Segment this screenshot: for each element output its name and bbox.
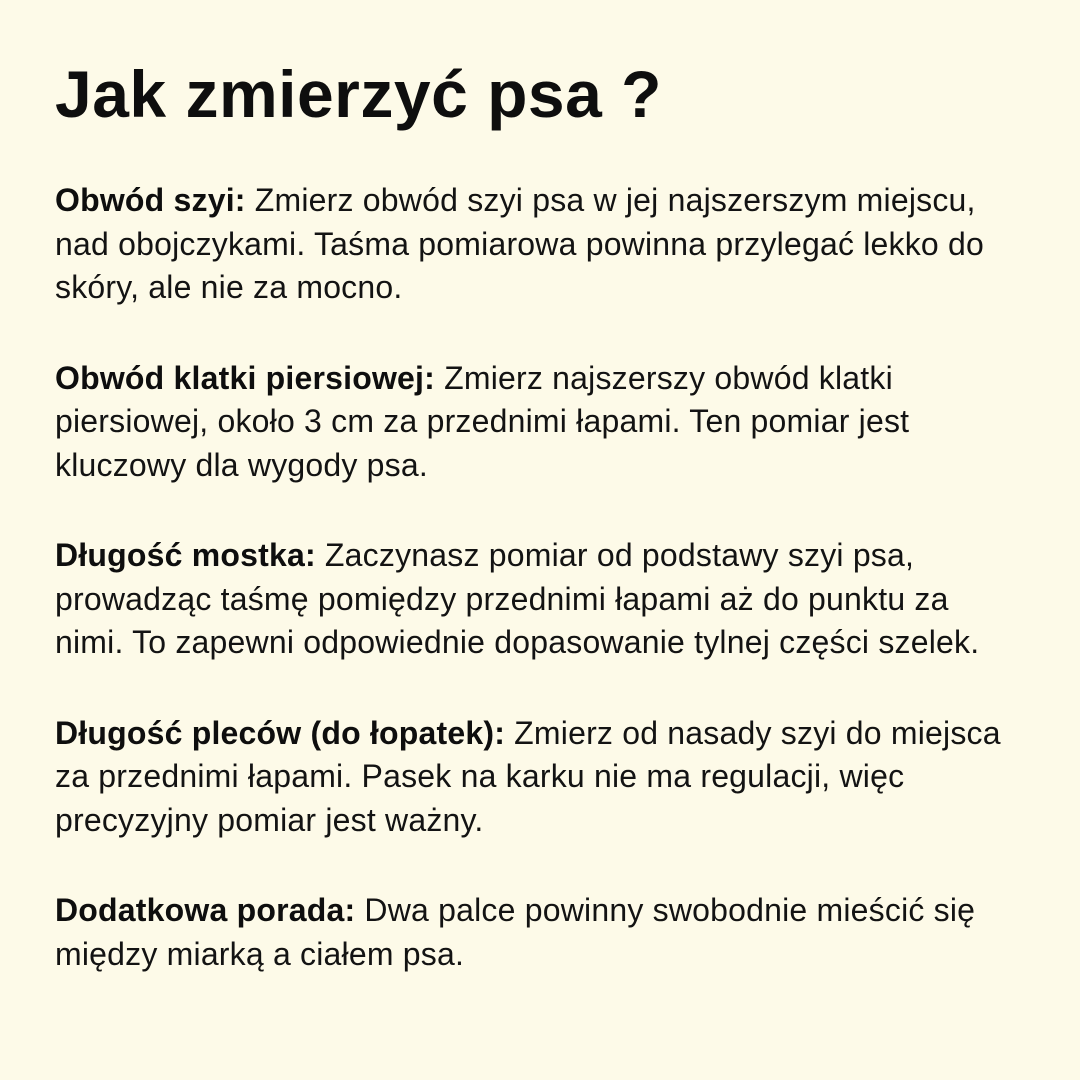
paragraph-chest-circumference	[55, 357, 1023, 488]
page-title: Jak zmierzyć psa ?	[55, 57, 662, 131]
paragraph-label: Długość mostka:	[55, 537, 316, 574]
paragraph-back-length	[55, 712, 1023, 843]
paragraph-text: Zaczynasz pomiar od podstawy szyi psa, prowadząc taśmę pomiędzy przednimi łapami aż do punktu za nimi. To zapewni odpowiednie dopasowanie tylnej części szelek.	[55, 537, 980, 661]
paragraph-text: Zmierz od nasady szyi do miejsca za przednimi łapami. Pasek na karku nie ma regulacji, więc precyzyjny pomiar jest ważny.	[55, 714, 1001, 838]
paragraph-sternum-length	[55, 534, 1023, 665]
paragraph-text: Zmierz obwód szyi psa w jej najszerszym miejscu, nad obojczykami. Taśma pomiarowa powinna przylegać lekko do skóry, ale nie za mocno.	[55, 182, 985, 306]
paragraph-additional-tip	[55, 889, 1023, 976]
paragraph-text: Dwa palce powinny swobodnie mieścić się między miarką a ciałem psa.	[55, 892, 976, 972]
paragraph-label: Obwód szyi:	[55, 182, 246, 219]
paragraph-label: Obwód klatki piersiowej:	[55, 359, 435, 396]
paragraph-text: Zmierz najszerszy obwód klatki piersiowej, około 3 cm za przednimi łapami. Ten pomiar jest kluczowy dla wygody psa.	[55, 359, 910, 483]
paragraph-neck-circumference	[55, 179, 1023, 310]
paragraph-label: Dodatkowa porada:	[55, 892, 356, 929]
paragraph-label: Długość pleców (do łopatek):	[55, 714, 506, 751]
